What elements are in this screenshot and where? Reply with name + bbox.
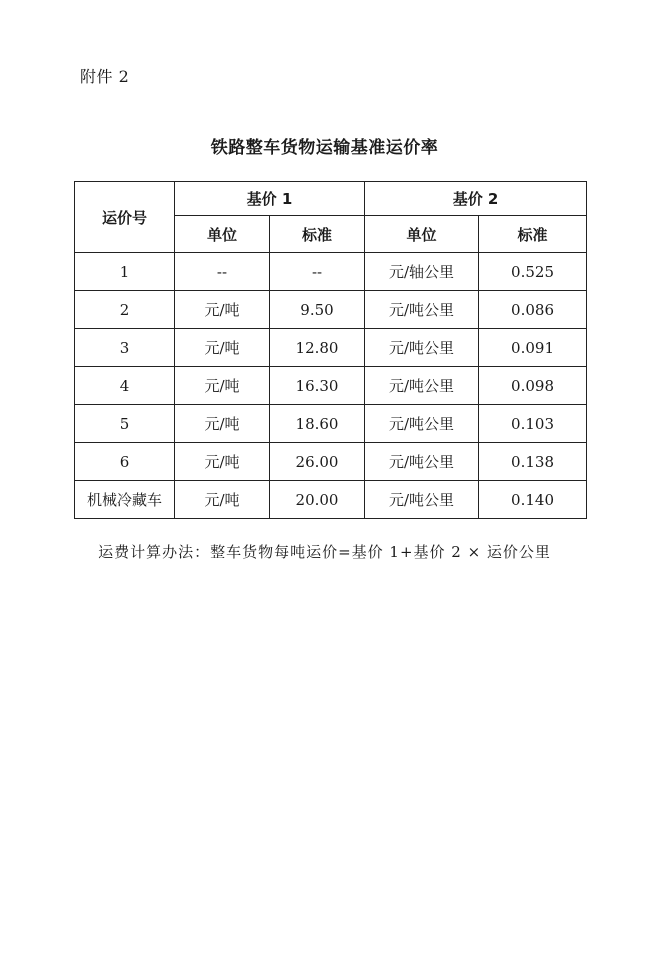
- cell-rate-no: 3: [75, 329, 175, 367]
- table-row: [75, 291, 587, 329]
- cell-standard-2: 0.098: [479, 367, 587, 405]
- cell-unit-1: 元/吨: [175, 329, 270, 367]
- cell-unit-2: 元/吨公里: [365, 291, 479, 329]
- table-row: [75, 367, 587, 405]
- cell-unit-2: 元/轴公里: [365, 253, 479, 291]
- cell-standard-2: 0.140: [479, 481, 587, 519]
- attachment-label: 附件 2: [80, 67, 130, 86]
- table-row: [75, 253, 587, 291]
- cell-rate-no: 5: [75, 405, 175, 443]
- cell-standard-1: --: [270, 253, 365, 291]
- cell-unit-1: 元/吨: [175, 405, 270, 443]
- cell-rate-no: 机械冷藏车: [75, 481, 175, 519]
- cell-unit-1: 元/吨: [175, 443, 270, 481]
- header-row-groups: [75, 182, 587, 216]
- cell-standard-1: 20.00: [270, 481, 365, 519]
- table-row: [75, 329, 587, 367]
- header-unit-1: 单位: [175, 216, 270, 253]
- cell-standard-1: 9.50: [270, 291, 365, 329]
- cell-unit-1: 元/吨: [175, 367, 270, 405]
- cell-rate-no: 6: [75, 443, 175, 481]
- header-base-price-2: 基价 2: [365, 182, 587, 216]
- cell-rate-no: 2: [75, 291, 175, 329]
- table-row: [75, 405, 587, 443]
- cell-unit-1: --: [175, 253, 270, 291]
- cell-unit-1: 元/吨: [175, 481, 270, 519]
- cell-standard-1: 12.80: [270, 329, 365, 367]
- cell-standard-2: 0.138: [479, 443, 587, 481]
- cell-unit-2: 元/吨公里: [365, 443, 479, 481]
- header-standard-1: 标准: [270, 216, 365, 253]
- table-row: [75, 443, 587, 481]
- cell-unit-2: 元/吨公里: [365, 481, 479, 519]
- cell-standard-1: 18.60: [270, 405, 365, 443]
- calculation-note: 运费计算办法：整车货物每吨运价=基价 1+基价 2 × 运价公里: [98, 543, 551, 561]
- rate-table: [74, 181, 587, 519]
- cell-standard-2: 0.091: [479, 329, 587, 367]
- cell-unit-1: 元/吨: [175, 291, 270, 329]
- cell-standard-2: 0.103: [479, 405, 587, 443]
- header-rate-no: 运价号: [75, 182, 175, 253]
- cell-rate-no: 1: [75, 253, 175, 291]
- cell-unit-2: 元/吨公里: [365, 405, 479, 443]
- document-title: 铁路整车货物运输基准运价率: [210, 138, 439, 158]
- header-unit-2: 单位: [365, 216, 479, 253]
- cell-standard-1: 26.00: [270, 443, 365, 481]
- cell-rate-no: 4: [75, 367, 175, 405]
- header-standard-2: 标准: [479, 216, 587, 253]
- cell-standard-2: 0.525: [479, 253, 587, 291]
- cell-unit-2: 元/吨公里: [365, 367, 479, 405]
- cell-standard-2: 0.086: [479, 291, 587, 329]
- cell-unit-2: 元/吨公里: [365, 329, 479, 367]
- cell-standard-1: 16.30: [270, 367, 365, 405]
- header-base-price-1: 基价 1: [175, 182, 365, 216]
- table-row: [75, 481, 587, 519]
